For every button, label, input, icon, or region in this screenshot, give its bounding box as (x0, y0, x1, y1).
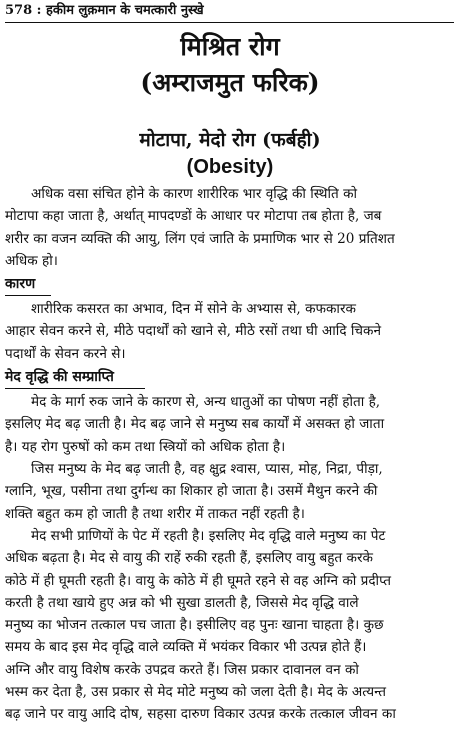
pathogenesis-line: भस्म कर देता है, उस प्रकार से मेद मोटे मनुष्य को जला देती है। मेद के अत्यन्त (5, 684, 387, 701)
pathogenesis-line: शक्ति बहुत कम हो जाती है तथा शरीर में ताकत नहीं रहती है। (5, 505, 305, 522)
pathogenesis-line: बढ़ जाने पर वायु आदि दोष, सहसा दारुण विकार उत्पन्न करके तत्काल जीवन का (5, 706, 396, 723)
chapter-subtitle: (अम्‍राजमुत फरिक) (140, 68, 320, 97)
pathogenesis-line: अधिक बढ़ता है। मेद से वायु की राहें रुकी रहती हैं, इसलिए वायु बहुत करके (5, 550, 373, 567)
pathogenesis-line: कोठे में ही घूमती रहती है। वायु के कोठे में ही घूमते रहने से वह अग्नि को प्रदीप्त (5, 572, 392, 589)
intro-line: अधिक हो। (5, 252, 58, 269)
pathogenesis-line: मेद सभी प्राणियों के पेट में रहती है। इसलिए मेद वृद्धि वाले मनुष्य का पेट (31, 528, 386, 544)
cause-heading: कारण (5, 276, 36, 292)
pathogenesis-line: ग्लानि, भूख, पसीना तथा दुर्गन्ध का शिकार हो जाता है। उसमें मैथुन करने की (5, 483, 378, 500)
pathogenesis-line: करती है तथा खाये हुए अन्न को भी सुखा डालती है, जिससे मेद वृद्धि वाले (5, 594, 359, 611)
pathogenesis-line: अग्नि और वायु विशेष करके उपद्रव करते हैं। जिस प्रकार दावानल वन को (5, 661, 359, 678)
pathogenesis-line: है। यह रोग पुरुषों को कम तथा स्त्रियों को अधिक होता है। (5, 438, 286, 455)
pathogenesis-line: मेद के मार्ग रुक जाने के कारण से, अन्य धातुओं का पोषण नहीं होता है, (31, 394, 381, 410)
pathogenesis-paragraph-2 (5, 458, 454, 525)
cause-line: पदार्थों के सेवन करने से। (5, 345, 126, 362)
pathogenesis-line: जिस मनुष्य के मेद बढ़ जाती है, वह क्षुद्र श्‍वास, प्यास, मोह, निद्रा, पीड़ा, (31, 461, 383, 477)
chapter-title: मिश्रित रोग (180, 32, 280, 61)
running-header: 578 : हकीम लुक़मान के चमत्कारी नुस्खे (5, 3, 204, 18)
pathogenesis-line: समय के बाद इस मेद वृद्धि वाले व्यक्ति में भयंकर विकार भी उत्पन्न होते हैं। (5, 639, 367, 656)
intro-paragraph (5, 183, 454, 272)
cause-paragraph (5, 298, 454, 365)
pathogenesis-paragraph-1 (5, 391, 454, 458)
cause-line: शारीरिक कसरत का अभाव, दिन में सोने के अभ्यास से, कफकारक (31, 301, 356, 317)
intro-line: अधिक वसा संचित होने के कारण शारीरिक भार वृद्धि की स्थिति को (31, 186, 358, 202)
header-rule (5, 22, 454, 23)
section-english-title: (Obesity) (186, 156, 274, 178)
pathogenesis-heading: मेद वृद्धि की सम्प्राप्ति (5, 369, 114, 385)
intro-line: मोटापा कहा जाता है, अर्थात् मापदण्डों के आधार पर मोटापा तब होता है, जब (5, 208, 382, 225)
cause-heading-underline (5, 295, 51, 296)
section-title: मोटापा, मेदो रोग (फर्बही) (139, 129, 321, 151)
pathogenesis-heading-underline (5, 388, 145, 389)
cause-line: आहार सेवन करने से, मीठे पदार्थों को खाने से, मीठे रसों तथा घी आदि चिकने (5, 323, 382, 340)
pathogenesis-line: इसलिए मेद बढ़ जाती है। मेद बढ़ जाने से मनुष्य सब कार्यों में असक्त हो जाता (5, 416, 385, 433)
pathogenesis-line: मनुष्य का भोजन तत्काल पच जाता है। इसीलिए वह पुनः खाना चाहता है। कुछ (5, 617, 384, 634)
pathogenesis-paragraph-3 (5, 525, 454, 726)
intro-line: शरीर का वजन व्यक्ति की आयु, लिंग एवं जाति के प्रमाणिक भार से 20 प्रतिशत (5, 230, 395, 247)
